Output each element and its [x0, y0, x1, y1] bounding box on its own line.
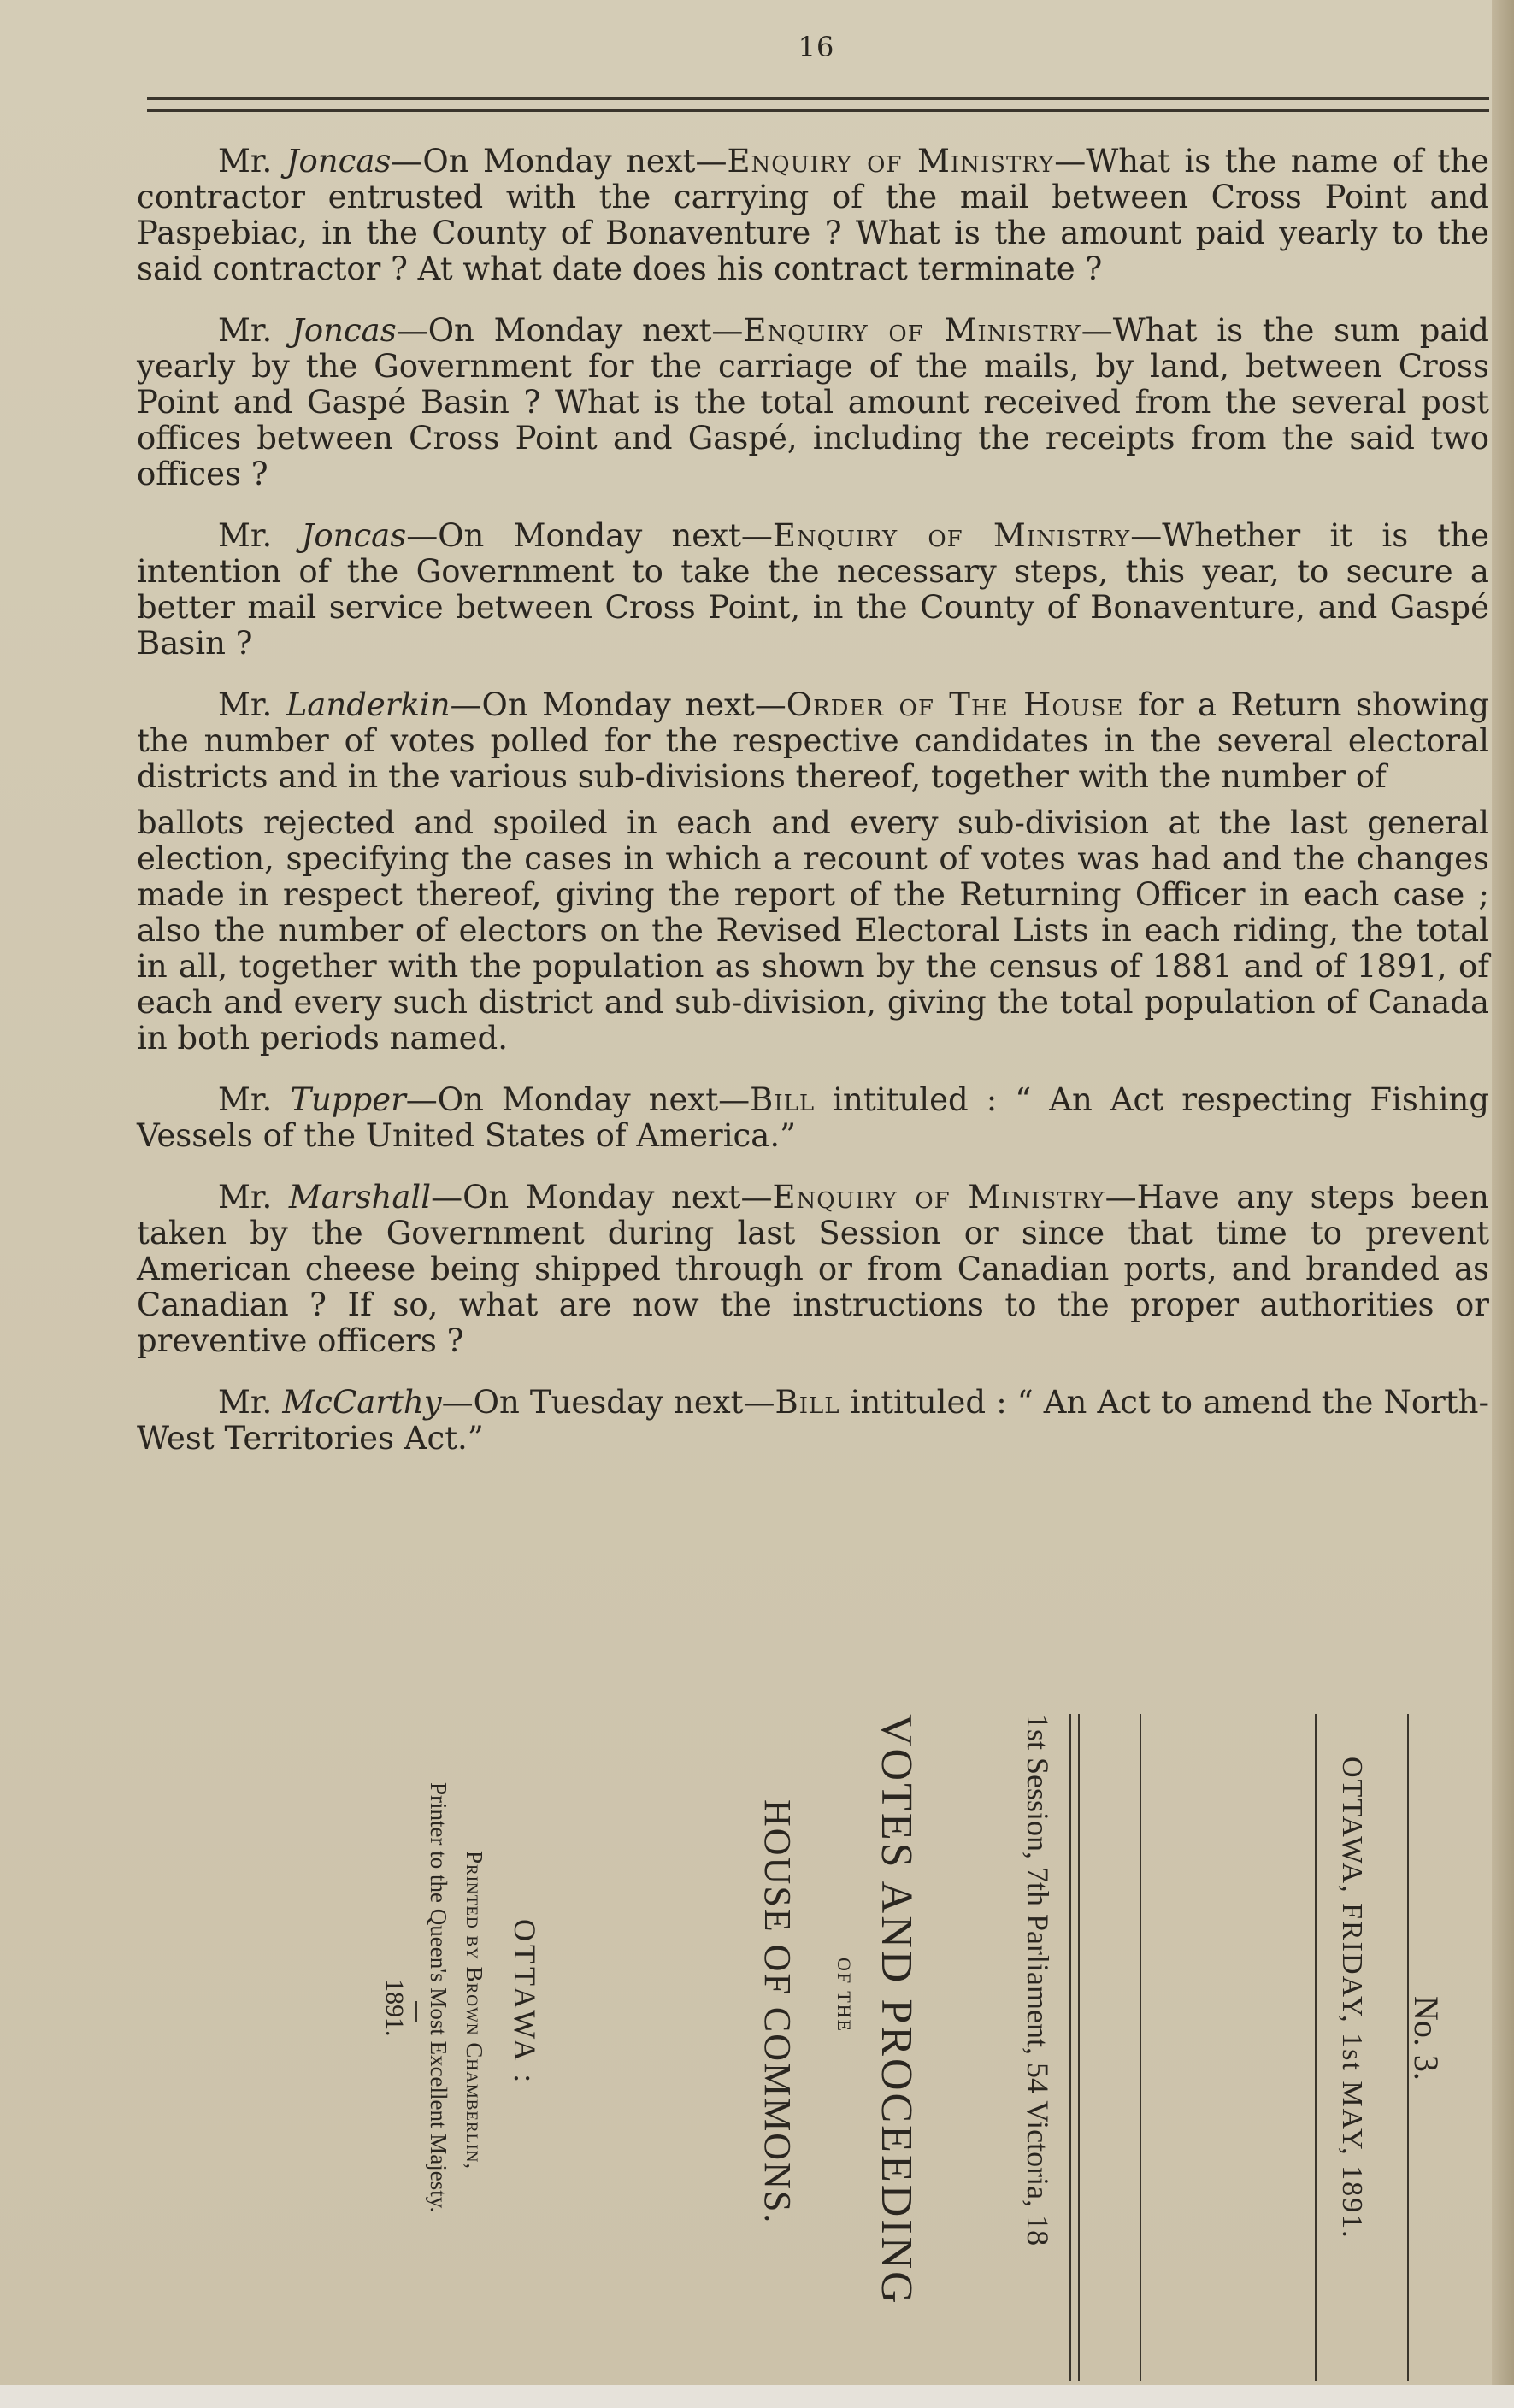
- entry-timing: —On Monday next—: [391, 143, 728, 180]
- entry-prefix: Mr.: [218, 143, 286, 180]
- member-name: Joncas: [292, 312, 397, 349]
- entry-text: —What is the name of the contractor entrusted with the carrying of the mail between Cross Point and Paspebiac, in the County of Bonaventure ? What is the amount paid yearly to the said contractor ? At what date does his contract terminate ?: [137, 143, 1489, 287]
- entry-kind: Bill: [750, 1081, 816, 1118]
- page-number: 16: [798, 31, 835, 63]
- cover-house: HOUSE OF COMMONS.: [757, 1799, 798, 2225]
- entry-kind: Enquiry of Ministry: [727, 143, 1055, 180]
- entry-prefix: Mr.: [218, 1384, 283, 1421]
- member-name: Marshall: [288, 1179, 432, 1216]
- entry-text: intituled : “ An Act respecting Fishing Vessels of the United States of America.”: [137, 1081, 1490, 1154]
- notice-entry: [137, 144, 1489, 287]
- imprint-printer-title: Printer to the Queen's Most Excellent Majesty.: [426, 1782, 451, 2213]
- issue-number: No. 3.: [1407, 1996, 1446, 2081]
- entry-timing: —On Monday next—: [406, 517, 773, 554]
- entry-timing: —On Monday next—: [450, 686, 786, 723]
- entry-text: for a Return showing the number of votes polled for the respective candidates in the several electoral districts and in the various sub-divisions thereof, together with the number of: [137, 686, 1490, 795]
- notice-entry: [137, 687, 1489, 795]
- member-name: McCarthy: [282, 1384, 442, 1421]
- entry-kind: Order of The House: [786, 686, 1124, 723]
- entry-timing: —On Monday next—: [405, 1081, 751, 1118]
- entry-text: —Whether it is the intention of the Government to take the necessary steps, this year, to secure a better mail service between Cross Point, in the County of Bonaventure, and Gaspé Basin ?: [137, 517, 1489, 662]
- notice-entry-continuation: ballots rejected and spoiled in each and every sub-division at the last general election, specifying the cases in which a recount of votes was had and the changes made in respect thereof, giving the report of the Returning Officer in each case ; also the number of electors on the Revised Electoral Lists in each riding, the total in all, together with the population as shown by the census of 1881 and of 1891, of each and every such district and sub-division, giving the total population of Canada in both periods named.: [137, 804, 1489, 1057]
- imprint-printer: Printed by Brown Chamberlin,: [462, 1851, 487, 2170]
- entry-prefix: Mr.: [218, 517, 302, 554]
- cover-rule: [1069, 1714, 1071, 2381]
- issue-date: OTTAWA, FRIDAY, 1st MAY, 1891.: [1336, 1757, 1368, 2240]
- cover-title: VOTES AND PROCEEDING: [872, 1714, 921, 2306]
- entry-kind: Enquiry of Ministry: [743, 312, 1081, 349]
- notice-entry: [137, 313, 1489, 492]
- entry-text: —What is the sum paid yearly by the Government for the carriage of the mails, by land, between Cross Point and Gaspé Basin ? What is the total amount received from the several post offices between Cross Point and Gaspé, including the receipts from the said two offices ?: [137, 312, 1489, 492]
- notice-entry: [137, 518, 1489, 662]
- entry-prefix: Mr.: [218, 1081, 291, 1118]
- page-edge: [1492, 0, 1514, 2385]
- entry-prefix: Mr.: [218, 312, 292, 349]
- imprint-year: 1891.: [380, 1979, 409, 2037]
- entry-prefix: Mr.: [218, 1179, 289, 1216]
- member-name: Joncas: [286, 143, 392, 180]
- entry-kind: Enquiry of Ministry: [772, 517, 1131, 554]
- notice-entries: [137, 144, 1489, 1482]
- entry-kind: Bill: [775, 1384, 840, 1421]
- imprint-dash: [415, 2001, 417, 2022]
- session-line: 1st Session, 7th Parliament, 54 Victoria, 18: [1021, 1714, 1055, 2246]
- member-name: Landerkin: [286, 686, 451, 723]
- entry-timing: —On Tuesday next—: [441, 1384, 775, 1421]
- notice-entry: [137, 1385, 1489, 1457]
- imprint-place: OTTAWA :: [508, 1919, 542, 2087]
- entry-kind: Enquiry of Ministry: [772, 1179, 1105, 1216]
- entry-timing: —On Monday next—: [396, 312, 744, 349]
- member-name: Joncas: [301, 517, 407, 554]
- notice-entry: [137, 1180, 1489, 1359]
- header-rule-secondary: [147, 109, 1489, 112]
- member-name: Tupper: [290, 1081, 406, 1118]
- entry-text: intituled : “ An Act to amend the North-West Territories Act.”: [137, 1384, 1490, 1457]
- entry-text: —Have any steps been taken by the Government during last Session or since that time to prevent American cheese being shipped through or from Canadian ports, and branded as Canadian ? If so, what are now the instructions to the proper authorities or preventive officers ?: [137, 1179, 1490, 1359]
- cover-title-of: OF THE: [834, 1958, 855, 2033]
- cover-rule: [1078, 1714, 1080, 2381]
- cover-rule: [1140, 1714, 1141, 2381]
- header-rule: [147, 97, 1489, 100]
- entry-timing: —On Monday next—: [431, 1179, 773, 1216]
- cover-rotated-frame: [154, 1714, 1487, 2381]
- notice-entry: [137, 1082, 1489, 1154]
- rotated-cover-block: [154, 1714, 1487, 2381]
- entry-prefix: Mr.: [218, 686, 286, 723]
- scan-border: [0, 2385, 1514, 2408]
- cover-rule: [1315, 1714, 1317, 2381]
